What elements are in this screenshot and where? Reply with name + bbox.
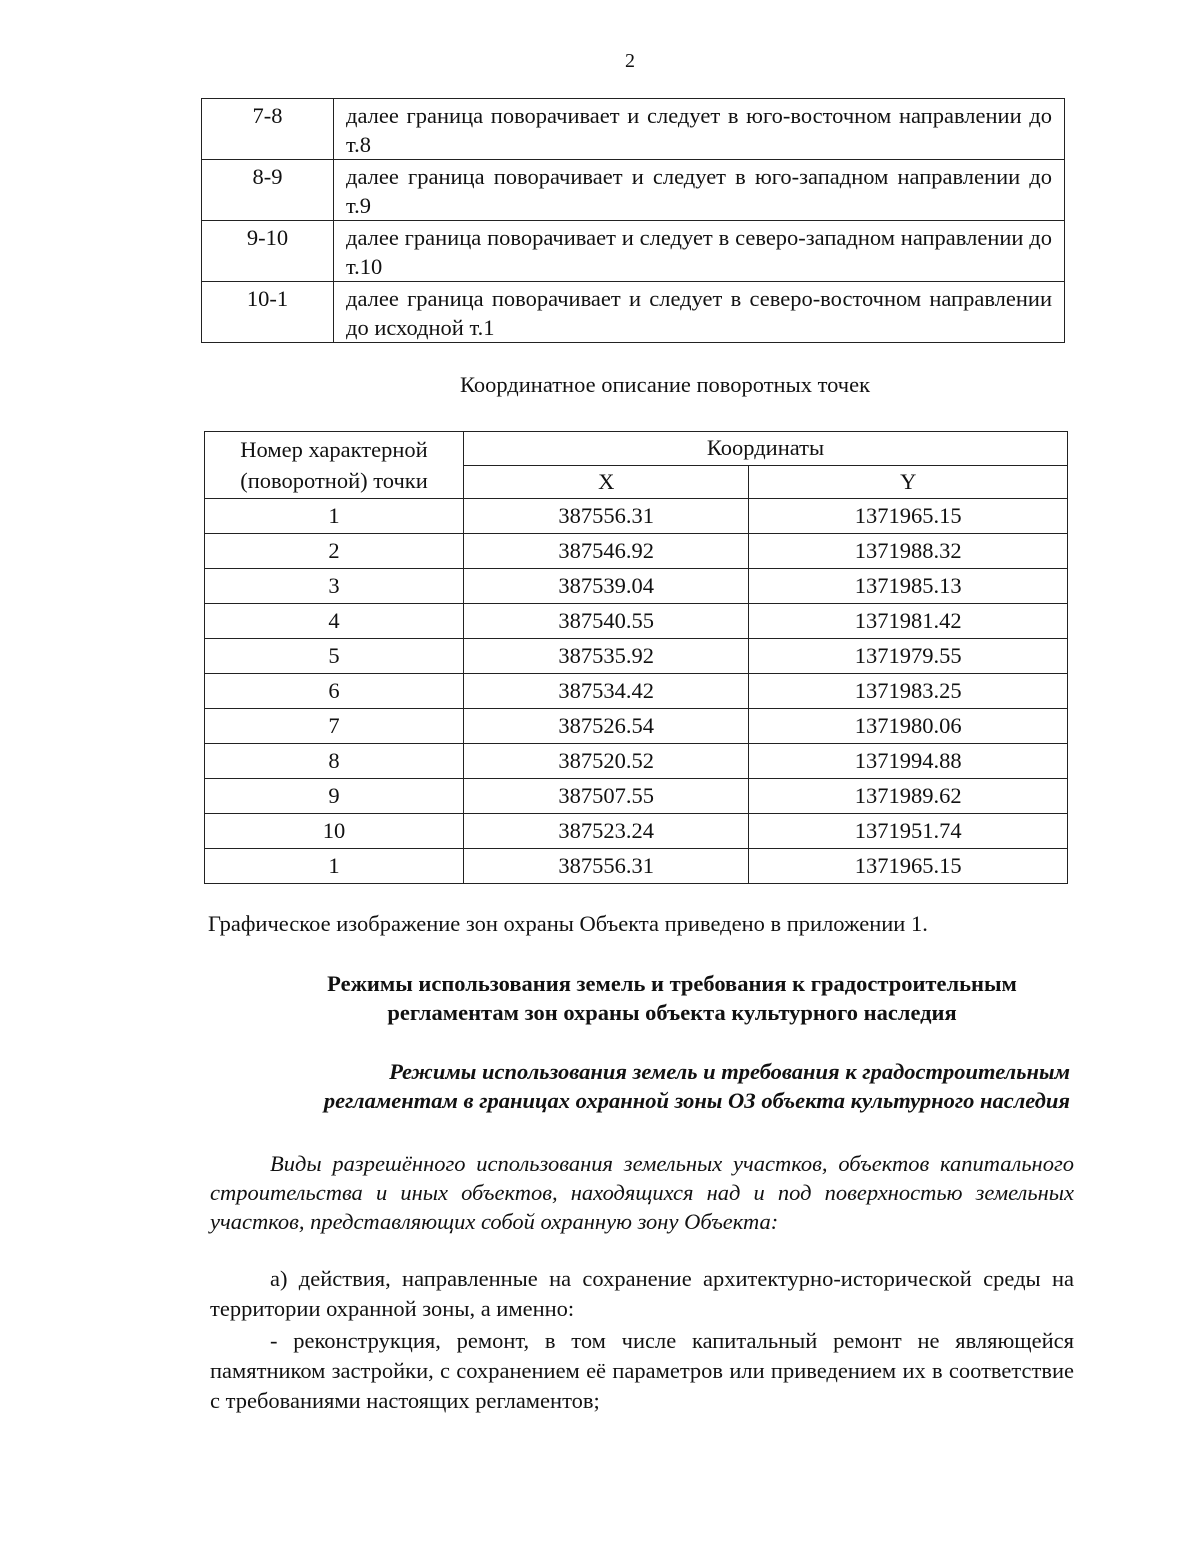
x-value: 387520.52 bbox=[464, 744, 749, 779]
segment-id: 7-8 bbox=[202, 99, 334, 160]
x-header: X bbox=[464, 465, 749, 499]
y-value: 1371981.42 bbox=[749, 604, 1068, 639]
y-value: 1371983.25 bbox=[749, 674, 1068, 709]
paragraph-permitted-uses: Виды разрешённого использования земельных участков, объектов капитального строительства и иных объектов, находящихся над и под поверхностью земельных участков, представляющих собой охранную зону Объекта: bbox=[210, 1151, 1074, 1234]
paragraph-dash-item: - реконструкция, ремонт, в том числе капитальный ремонт не являющейся памятником застройки, с сохранением её параметров или приведением их в соответствие с требованиями настоящих регламентов; bbox=[210, 1328, 1074, 1413]
table-row bbox=[205, 744, 1068, 779]
x-value: 387535.92 bbox=[464, 639, 749, 674]
section-heading-line: Режимы использования земель и требования к градостроительным bbox=[327, 971, 1017, 996]
segment-description: далее граница поворачивает и следует в северо-восточном направлении до исходной т.1 bbox=[334, 282, 1065, 343]
y-value: 1371965.15 bbox=[749, 849, 1068, 884]
x-value: 387523.24 bbox=[464, 814, 749, 849]
x-value: 387540.55 bbox=[464, 604, 749, 639]
point-number: 4 bbox=[205, 604, 464, 639]
point-number: 5 bbox=[205, 639, 464, 674]
table-row bbox=[205, 569, 1068, 604]
paragraph-item-a: а) действия, направленные на сохранение архитектурно-исторической среды на территории охранной зоны, а именно: bbox=[210, 1266, 1074, 1321]
point-number: 1 bbox=[205, 849, 464, 884]
table-row bbox=[205, 779, 1068, 814]
y-value: 1371994.88 bbox=[749, 744, 1068, 779]
table-row bbox=[205, 674, 1068, 709]
y-value: 1371985.13 bbox=[749, 569, 1068, 604]
y-value: 1371979.55 bbox=[749, 639, 1068, 674]
table-row bbox=[202, 221, 1065, 282]
y-value: 1371980.06 bbox=[749, 709, 1068, 744]
point-number: 1 bbox=[205, 499, 464, 534]
coordinates-header: Координаты bbox=[464, 432, 1068, 466]
table-row bbox=[205, 534, 1068, 569]
table-row bbox=[205, 814, 1068, 849]
x-value: 387507.55 bbox=[464, 779, 749, 814]
segment-description: далее граница поворачивает и следует в северо-западном направлении до т.10 bbox=[334, 221, 1065, 282]
section-heading bbox=[240, 969, 1104, 1027]
graphic-note: Графическое изображение зон охраны Объекта приведено в приложении 1. bbox=[208, 911, 928, 936]
table-row bbox=[202, 160, 1065, 221]
table-row bbox=[202, 99, 1065, 160]
subsection-heading-line: регламентам в границах охранной зоны ОЗ объекта культурного наследия bbox=[323, 1088, 1070, 1113]
table-row bbox=[202, 282, 1065, 343]
segment-id: 8-9 bbox=[202, 160, 334, 221]
table-row bbox=[205, 639, 1068, 674]
y-value: 1371965.15 bbox=[749, 499, 1068, 534]
coordinates-table bbox=[204, 431, 1068, 884]
table-header-row bbox=[205, 432, 1068, 466]
y-value: 1371989.62 bbox=[749, 779, 1068, 814]
x-value: 387546.92 bbox=[464, 534, 749, 569]
x-value: 387556.31 bbox=[464, 499, 749, 534]
coordinates-caption: Координатное описание поворотных точек bbox=[459, 372, 871, 397]
x-value: 387539.04 bbox=[464, 569, 749, 604]
segment-description: далее граница поворачивает и следует в юго-восточном направлении до т.8 bbox=[334, 99, 1065, 160]
x-value: 387526.54 bbox=[464, 709, 749, 744]
point-number: 9 bbox=[205, 779, 464, 814]
point-number: 6 bbox=[205, 674, 464, 709]
point-number: 3 bbox=[205, 569, 464, 604]
segment-id: 9-10 bbox=[202, 221, 334, 282]
table-row bbox=[205, 499, 1068, 534]
table-row bbox=[205, 709, 1068, 744]
point-number: 10 bbox=[205, 814, 464, 849]
y-value: 1371988.32 bbox=[749, 534, 1068, 569]
table-row bbox=[205, 604, 1068, 639]
table-row bbox=[205, 849, 1068, 884]
subsection-heading-line: Режимы использования земель и требования к градостроительным bbox=[389, 1059, 1070, 1084]
segment-description: далее граница поворачивает и следует в юго-западном направлении до т.9 bbox=[334, 160, 1065, 221]
section-heading-line: регламентам зон охраны объекта культурного наследия bbox=[387, 1000, 957, 1025]
segment-id: 10-1 bbox=[202, 282, 334, 343]
point-number: 8 bbox=[205, 744, 464, 779]
boundary-segments-table bbox=[201, 98, 1065, 343]
x-value: 387534.42 bbox=[464, 674, 749, 709]
point-number: 2 bbox=[205, 534, 464, 569]
y-header: Y bbox=[749, 465, 1068, 499]
x-value: 387556.31 bbox=[464, 849, 749, 884]
page-number: 2 bbox=[625, 50, 635, 72]
point-number-header: Номер характерной (поворотной) точки bbox=[205, 432, 464, 499]
subsection-heading bbox=[206, 1057, 1070, 1115]
y-value: 1371951.74 bbox=[749, 814, 1068, 849]
point-number: 7 bbox=[205, 709, 464, 744]
